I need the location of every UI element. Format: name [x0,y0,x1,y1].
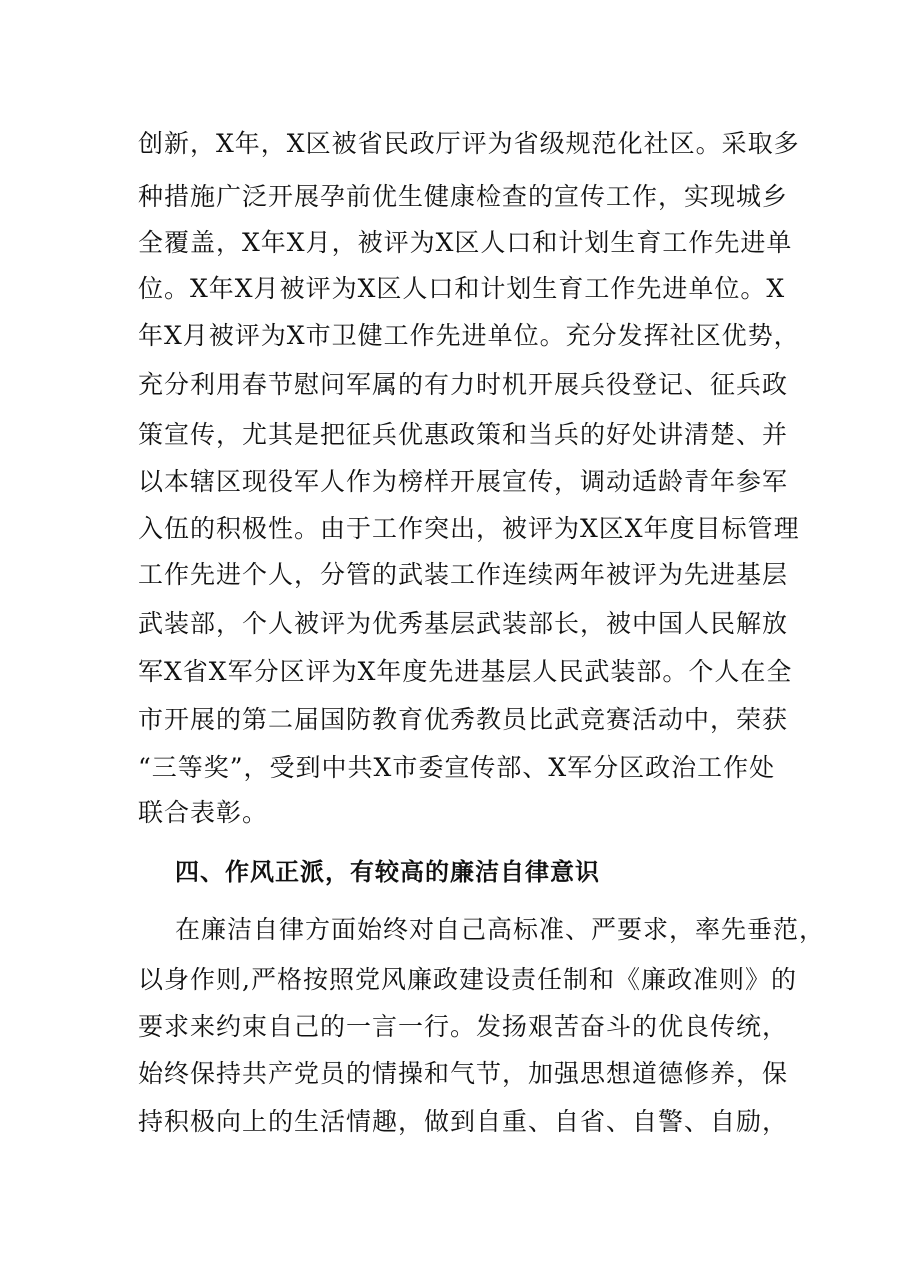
paragraph-line: 在廉洁自律方面始终对自己高标准、严要求，率先垂范， [175,915,826,944]
paragraph-line: 军X省X军分区评为X年度先进基层人民武装部。个人在全 [138,657,793,686]
paragraph-line: 创新，X年，X区被省民政厅评为省级规范化社区。采取多 [138,129,800,158]
paragraph-line: 以身作则,严格按照党风廉政建设责任制和《廉政准则》的 [138,965,797,994]
paragraph-line: 持积极向上的生活情趣，做到自重、自省、自警、自励， [138,1107,789,1136]
paragraph-line: 市开展的第二届国防教育优秀教员比武竞赛活动中，荣获 [138,705,789,734]
paragraph-line: 工作先进个人，分管的武装工作连续两年被评为先进基层 [138,560,789,589]
paragraph-line: “三等奖”，受到中共X市委宣传部、X军分区政治工作处 [138,753,776,782]
paragraph-line: 联合表彰。 [138,798,269,827]
paragraph-line: 以本辖区现役军人作为榜样开展宣传，调动适龄青年参军 [138,467,789,496]
paragraph-line: 种措施广泛开展孕前优生健康检查的宣传工作，实现城乡 [138,182,789,211]
paragraph-line: 充分利用春节慰问军属的有力时机开展兵役登记、征兵政 [138,370,789,399]
paragraph-line: 位。X年X月被评为X区人口和计划生育工作先进单位。X [138,274,786,303]
paragraph-line: 策宣传，尤其是把征兵优惠政策和当兵的好处讲清楚、并 [138,420,789,449]
paragraph-line: 要求来约束自己的一言一行。发扬艰苦奋斗的优良传统， [138,1012,789,1041]
paragraph-line: 入伍的积极性。由于工作突出，被评为X区X年度目标管理 [138,514,800,543]
paragraph-line: 武装部，个人被评为优秀基层武装部长，被中国人民解放 [138,609,789,638]
paragraph-line: 全覆盖，X年X月，被评为X区人口和计划生育工作先进单 [138,228,793,257]
paragraph-line: 年X月被评为X市卫健工作先进单位。充分发挥社区优势， [138,321,800,350]
section-heading: 四、作风正派，有较高的廉洁自律意识 [175,858,600,886]
paragraph-line: 始终保持共产党员的情操和气节，加强思想道德修养，保 [138,1059,789,1088]
